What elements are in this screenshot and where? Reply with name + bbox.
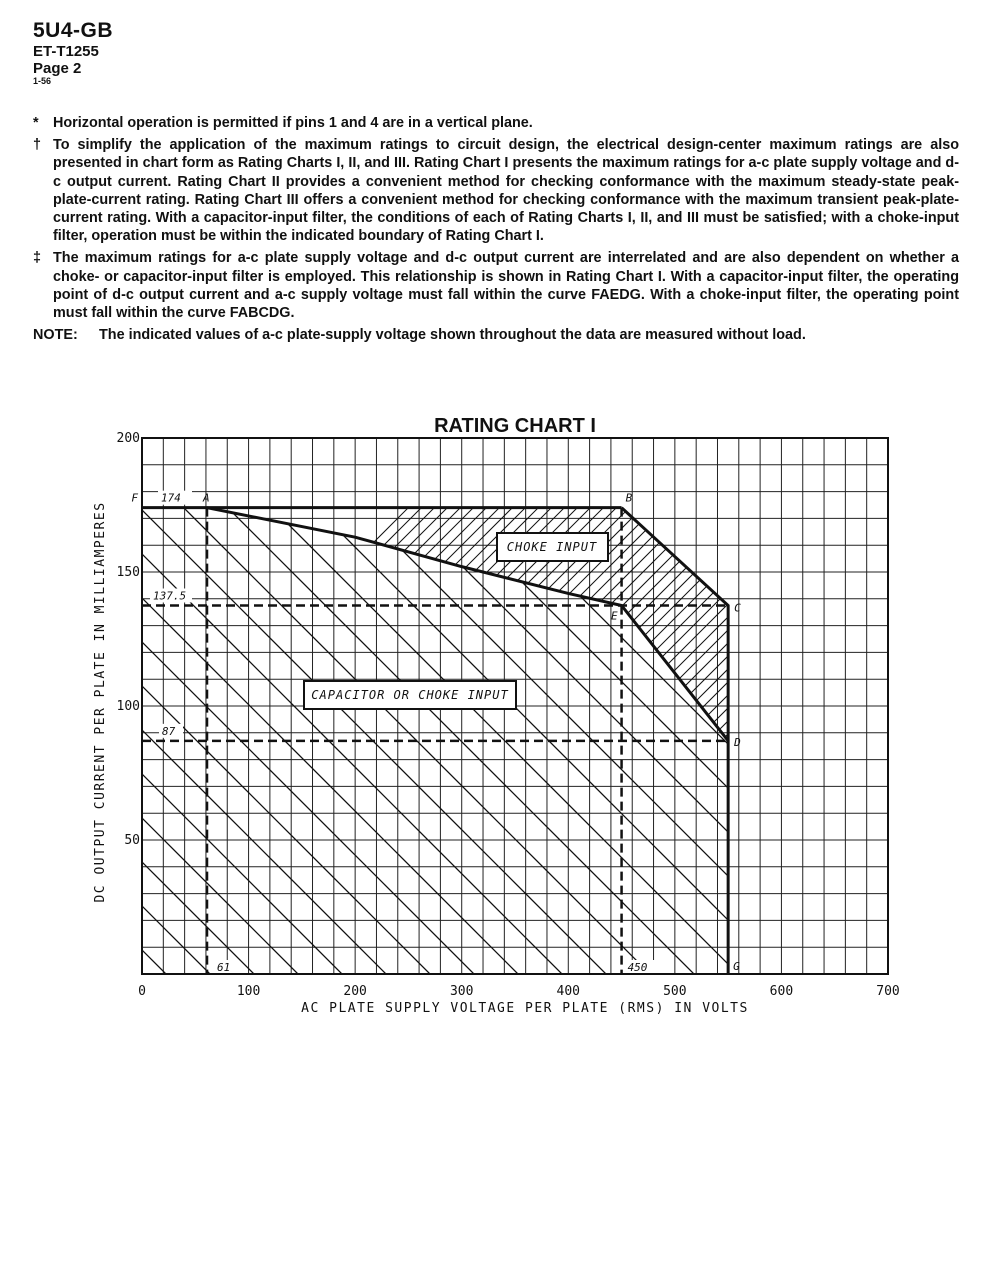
hatch-line xyxy=(787,405,1000,974)
hatch-line xyxy=(475,405,1000,974)
y-tick-label: 150 xyxy=(116,565,140,580)
hatch-line xyxy=(566,405,1000,974)
footnotes xyxy=(33,114,959,344)
hatch-line xyxy=(852,405,1000,974)
hatch-line xyxy=(0,438,142,1035)
hatch-line xyxy=(800,405,1000,974)
hatch-line xyxy=(0,438,274,1035)
hatch-line xyxy=(950,438,1000,1035)
reference-dashed-lines xyxy=(142,508,728,974)
document-code: ET-T1255 xyxy=(33,43,99,60)
hatch-line xyxy=(202,438,802,1035)
hatch-line xyxy=(956,405,1000,974)
x-tick-label: 0 xyxy=(138,984,146,999)
value-label-61: 61 xyxy=(217,961,231,974)
hatch-line xyxy=(826,405,1000,974)
tube-model: 5U4-GB xyxy=(33,19,114,42)
hatch-line xyxy=(839,405,1000,974)
point-label-e: E xyxy=(610,609,618,623)
hatch-line xyxy=(686,438,1000,1035)
measurement-note xyxy=(33,326,959,344)
hatch-line xyxy=(995,405,1000,974)
datasheet-header xyxy=(33,20,113,86)
hatch-line xyxy=(906,438,1000,1035)
hatch-line xyxy=(422,438,1000,1035)
footnote-filter-ratings xyxy=(33,249,959,322)
capacitor-input-label-box xyxy=(304,681,516,709)
hatch-line xyxy=(514,405,1000,974)
x-tick-label: 200 xyxy=(343,984,367,999)
footnote-marker: ‡ xyxy=(33,250,42,267)
point-label-a: A xyxy=(203,491,210,505)
hatch-line xyxy=(982,405,1000,974)
axis-tick-labels xyxy=(117,431,900,999)
x-tick-label: 400 xyxy=(556,984,581,999)
hatch-line xyxy=(449,405,1000,974)
hatch-line xyxy=(865,405,1000,974)
hatch-line xyxy=(917,405,1000,974)
revision-date: 1-56 xyxy=(33,76,52,86)
footnote-text: The maximum ratings for a-c plate supply voltage and d-c output current are interrelated and are also dependent on whether a choke- or capacitor-input filter is employed. This relationship is shown in Rating Chart I. With a capacitor-input filter, the operating point of d-c output current and a-c supply voltage must fall within the curve FAEDG. With a choke-input filter, the operating point must fall within the curve FABCDG. xyxy=(53,250,959,322)
hatch-line xyxy=(683,405,1000,974)
hatch-line xyxy=(735,405,1000,974)
capacitor-input-label: CAPACITOR OR CHOKE INPUT xyxy=(311,688,509,702)
x-tick-label: 600 xyxy=(769,984,794,999)
hatch-line xyxy=(553,405,1000,974)
footnote-text: Horizontal operation is permitted if pins 1 and 4 are in a vertical plane. xyxy=(53,115,533,131)
value-label-174: 174 xyxy=(161,491,181,505)
hatch-line xyxy=(0,438,230,1035)
hatch-line xyxy=(722,405,1000,974)
y-tick-label: 50 xyxy=(124,833,140,848)
hatch-line xyxy=(930,405,1000,974)
x-tick-label: 500 xyxy=(663,984,687,999)
chart-title: RATING CHART I xyxy=(434,415,596,437)
footnote-rating-charts xyxy=(33,136,959,245)
point-label-d: D xyxy=(734,735,741,749)
y-axis-label: DC OUTPUT CURRENT PER PLATE IN MILLIAMPERES xyxy=(93,501,108,903)
hatch-line xyxy=(158,438,758,1035)
hatch-line xyxy=(943,405,1000,974)
hatch-line xyxy=(709,405,1000,974)
hatch-line xyxy=(527,405,1000,974)
point-label-f: F xyxy=(131,491,138,505)
footnote-text: To simplify the application of the maximum ratings to circuit design, the electrical design-center maximum ratings are also presented in chart form as Rating Charts I, II, and III. Rating Chart I presents the maximum ratings for a-c plate supply voltage and d-c output current. Rating Chart II provides a convenient method for checking conformance with the maximum steady-state peak-plate-current rating. Rating Chart III offers a convenient method for checking conformance with the maximum transient peak-plate-current rating. With a capacitor-input filter, the conditions of each of Rating Charts I, II, and III must be satisfied; with a choke-input filter, operation must be within the indicated boundary of Rating Chart I. xyxy=(53,137,959,245)
footnote-marker: † xyxy=(33,137,42,154)
hatch-line xyxy=(748,405,1000,974)
x-axis-label: AC PLATE SUPPLY VOLTAGE PER PLATE (RMS) IN VOLTS xyxy=(301,1001,749,1016)
hatch-line xyxy=(598,438,1000,1035)
x-tick-label: 100 xyxy=(236,984,261,999)
hatch-line xyxy=(657,405,1000,974)
choke-input-label: CHOKE INPUT xyxy=(506,540,598,554)
hatch-line xyxy=(26,438,626,1035)
footnote-marker: * xyxy=(33,115,39,131)
x-tick-label: 300 xyxy=(449,984,474,999)
hatch-line xyxy=(462,405,1000,974)
capacitor-region-hatch xyxy=(0,438,1000,1035)
hatch-line xyxy=(904,405,1000,974)
hatch-line xyxy=(862,438,1000,1035)
value-label-137-5: 137.5 xyxy=(153,589,187,603)
hatch-line xyxy=(246,438,846,1035)
hatch-line xyxy=(334,438,934,1035)
hatch-line xyxy=(730,438,1000,1035)
y-tick-label: 100 xyxy=(116,699,140,714)
hatch-line xyxy=(994,438,1000,1035)
value-label-450: 450 xyxy=(627,961,648,974)
rating-chart-i xyxy=(0,405,1000,1035)
hatch-line xyxy=(969,405,1000,974)
note-label: NOTE: xyxy=(33,327,78,344)
page-number: Page 2 xyxy=(33,60,82,77)
hatch-line xyxy=(579,405,1000,974)
choke-input-label-box xyxy=(497,533,608,561)
hatch-line xyxy=(878,405,1000,974)
point-label-b: B xyxy=(625,491,633,505)
hatch-line xyxy=(466,438,1000,1035)
footnote-horizontal-operation xyxy=(33,114,959,132)
value-label-87: 87 xyxy=(162,724,176,738)
hatch-line xyxy=(670,405,1000,974)
hatch-line xyxy=(891,405,1000,974)
point-label-c: C xyxy=(734,601,741,615)
hatch-line xyxy=(696,405,1000,974)
hatch-line xyxy=(501,405,1000,974)
hatch-line xyxy=(761,405,1000,974)
x-tick-label: 700 xyxy=(876,984,900,999)
hatch-line xyxy=(813,405,1000,974)
note-text: The indicated values of a-c plate-supply voltage shown throughout the data are measured without load. xyxy=(99,327,806,344)
point-label-g: G xyxy=(733,960,740,973)
y-tick-label: 200 xyxy=(116,431,140,446)
